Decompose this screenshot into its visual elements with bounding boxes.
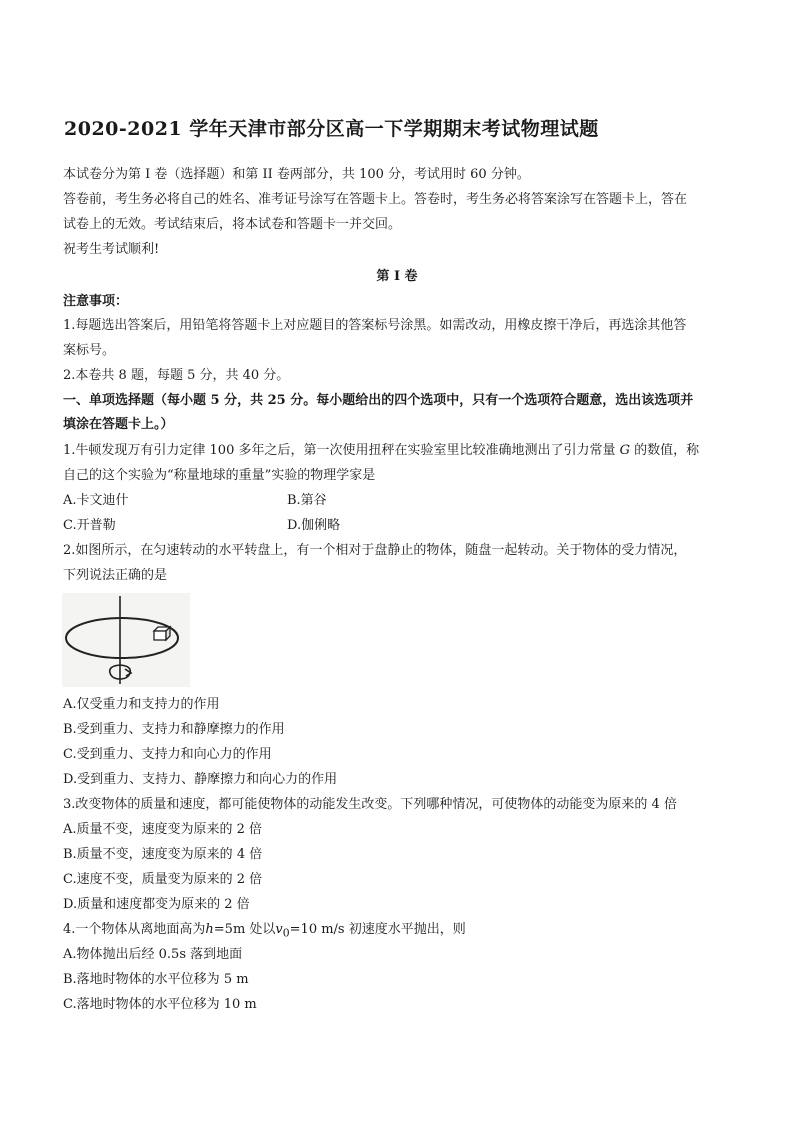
q1-option-b: B.第谷	[287, 493, 327, 508]
q3-stem: 3.改变物体的质量和速度，都可能使物体的动能发生改变。下列哪种情况，可使物体的动能变为原来的 4 倍	[63, 797, 677, 812]
q2-option-b: B.受到重力、支持力和静摩擦力的作用	[63, 722, 285, 737]
q4-stem	[63, 921, 466, 943]
note-line-3: 2.本卷共 8 题，每题 5 分，共 40 分。	[63, 368, 290, 383]
intro-line-3: 试卷上的无效。考试结束后，将本试卷和答题卡一并交回。	[63, 217, 402, 232]
q3-option-a: A.质量不变，速度变为原来的 2 倍	[63, 822, 263, 837]
intro-line-4: 祝考生考试顺利!	[63, 242, 160, 257]
turntable-diagram	[62, 593, 190, 687]
q1-stem-line-2: 自己的这个实验为“称量地球的重量”实验的物理学家是	[63, 468, 376, 483]
q4-option-c: C.落地时物体的水平位移为 10 m	[63, 997, 257, 1012]
q2-option-a: A.仅受重力和支持力的作用	[63, 697, 220, 712]
q4-var-v-subscript: 0	[282, 926, 290, 940]
q3-option-b: B.质量不变，速度变为原来的 4 倍	[63, 847, 263, 862]
intro-line-1: 本试卷分为第 I 卷（选择题）和第 II 卷两部分，共 100 分，考试用时 60 分钟。	[63, 167, 530, 182]
q2-stem-line-2: 下列说法正确的是	[63, 568, 168, 583]
q4-stem-text-b: =5m 处以	[213, 922, 276, 937]
part1-heading-line-1: 一、单项选择题（每小题 5 分，共 25 分。每小题给出的四个选项中，只有一个选项符合题意，选出该选项并	[63, 393, 694, 408]
q2-stem-line-1: 2.如图所示，在匀速转动的水平转盘上，有一个相对于盘静止的物体，随盘一起转动。关于物体的受力情况，	[63, 543, 687, 558]
q4-var-v: v	[275, 922, 283, 937]
q2-option-d: D.受到重力、支持力、静摩擦力和向心力的作用	[63, 772, 338, 787]
section-title: 第 I 卷	[376, 269, 418, 284]
note-line-2: 案标号。	[63, 343, 116, 358]
q4-option-b: B.落地时物体的水平位移为 5 m	[63, 972, 249, 987]
q1-option-d: D.伽俐略	[287, 518, 341, 533]
q1-option-c: C.开普勒	[63, 518, 116, 533]
notes-heading: 注意事项：	[63, 294, 129, 309]
part1-heading-line-2: 填涂在答题卡上。）	[63, 417, 174, 432]
q4-stem-text-c: =10 m/s 初速度水平抛出，则	[289, 922, 466, 937]
q3-option-c: C.速度不变，质量变为原来的 2 倍	[63, 872, 263, 887]
q1-stem-text-a: 1.牛顿发现万有引力定律 100 多年之后，第一次使用扭秤在实验室里比较准确地测出了引力常量	[63, 443, 616, 458]
q4-stem-text-a: 4.一个物体从离地面高为	[63, 922, 206, 937]
q1-stem-text-b: 的数值，称	[634, 443, 700, 458]
intro-line-2: 答卷前，考生务必将自己的姓名、准考证号涂写在答题卡上。答卷时，考生务必将答案涂写在答题卡上，答在	[63, 192, 688, 207]
q4-option-a: A.物体抛出后经 0.5s 落到地面	[63, 947, 243, 962]
q1-var-g: G	[619, 443, 631, 458]
q2-option-c: C.受到重力、支持力和向心力的作用	[63, 747, 272, 762]
turntable-figure	[62, 593, 190, 687]
page-title: 2020-2021 学年天津市部分区高一下学期期末考试物理试题	[64, 118, 599, 140]
block-on-disc	[154, 627, 170, 640]
q1-option-a: A.卡文迪什	[63, 493, 129, 508]
q3-option-d: D.质量和速度都变为原来的 2 倍	[63, 897, 250, 912]
q1-stem-line-1	[63, 442, 699, 460]
note-line-1: 1.每题选出答案后，用铅笔将答题卡上对应题目的答案标号涂黑。如需改动，用橡皮擦干净后，再选涂其他答	[63, 318, 687, 333]
q4-var-h: h	[205, 922, 214, 937]
